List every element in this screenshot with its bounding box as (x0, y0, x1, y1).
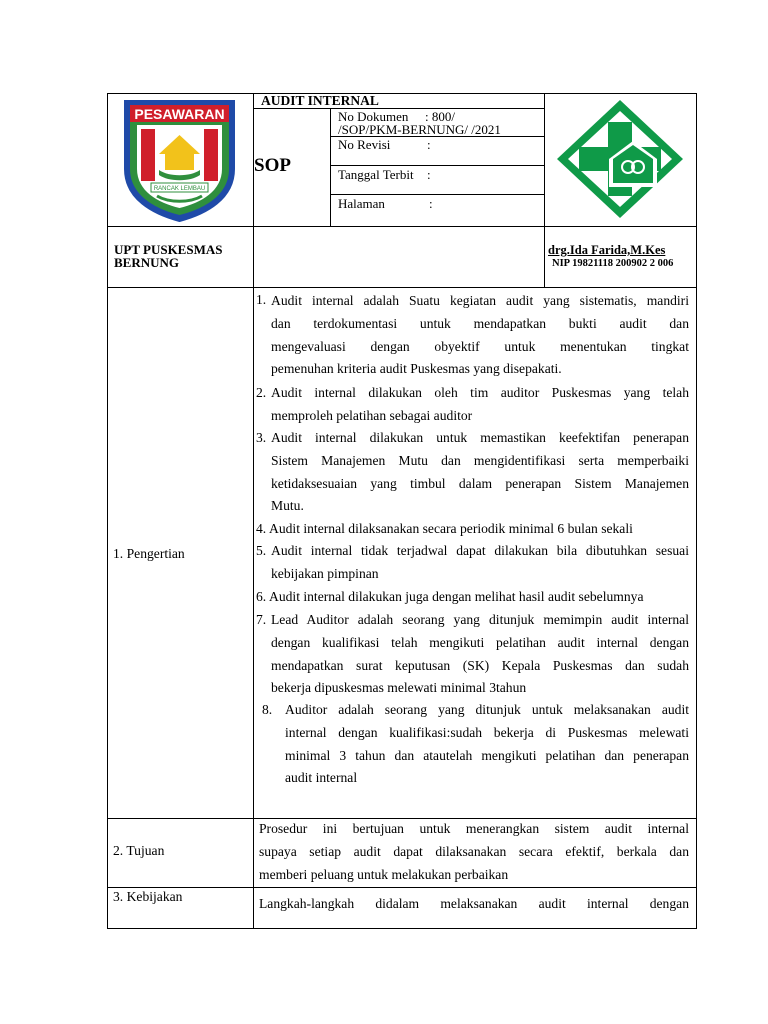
list-item-number: 6. (256, 589, 267, 604)
list-item-number: 5. (256, 543, 267, 558)
list-item-number: 1. (256, 292, 267, 307)
section-label-pengertian: 1. Pengertian (113, 546, 185, 561)
list-item: Audit internal adalah Suatu kegiatan audit yang sistematis, mandiri dan terdokumentasi untuk mendapatkan bukti audit dan mengevaluasi dengan obyektif untuk menentukan tingkat pemenuhan kriteria audit Puskesmas yang disepakati. (271, 293, 689, 377)
list-item: Auditor adalah seorang yang ditunjuk untuk melaksanakan audit internal dengan kualifikasi:sudah bekerja di Puskesmas melewati minimal 3 tahun dan atautelah mengikuti pelatihan dan penerapan audit internal (285, 702, 689, 786)
issue-date-value: : (427, 167, 431, 182)
list-item-number: 2. (256, 385, 267, 400)
tujuan-text: Prosedur ini bertujuan untuk menerangkan sistem audit internal supaya setiap audit dapat dilaksanakan secara efektif, berkala dan memberi peluang untuk melakukan perbaikan (259, 821, 689, 882)
list-item: Audit internal tidak terjadwal dapat dilakukan bila dibutuhkan sesuai kebijakan pimpinan (271, 543, 689, 581)
doc-no-value: : 800/ (425, 109, 455, 124)
svg-text:RANCAK LEMBAU: RANCAK LEMBAU (153, 186, 206, 192)
revision-value: : (427, 137, 431, 152)
pesawaran-logo (121, 99, 238, 223)
list-item: Audit internal dilakukan juga dengan melihat hasil audit sebelumnya (269, 589, 644, 604)
list-item-number: 8. (262, 702, 273, 717)
list-item: Audit internal dilaksanakan secara periodik minimal 6 bulan sekali (269, 521, 633, 536)
kebijakan-text: Langkah-langkah didalam melaksanakan audit internal dengan (259, 896, 689, 911)
puskesmas-logo (553, 97, 687, 221)
list-item-number: 3. (256, 430, 267, 445)
document-title: AUDIT INTERNAL (261, 93, 379, 108)
section-label-kebijakan: 3. Kebijakan (113, 889, 183, 904)
revision-label: No Revisi (338, 137, 391, 152)
signer-nip: NIP 19821118 200902 2 006 (552, 258, 674, 269)
list-item: Audit internal dilakukan untuk memastikan keefektifan penerapan Sistem Manajemen Mutu dan mengidentifikasi serta memperbaiki ketidaksesuaian yang timbul dalam penerapan Sistem Manajemen Mutu. (271, 430, 689, 514)
page-value: : (429, 196, 433, 211)
doc-no-label: No Dokumen (338, 109, 409, 124)
sop-label: SOP (254, 155, 291, 176)
doc-no-value-2: /SOP/PKM-BERNUNG/ /2021 (338, 122, 501, 137)
issue-date-label: Tanggal Terbit (338, 167, 414, 182)
page-label: Halaman (338, 196, 385, 211)
list-item-number: 4. (256, 521, 267, 536)
org-name-line2: BERNUNG (114, 255, 180, 270)
list-item: Lead Auditor adalah seorang yang ditunjuk memimpin audit internal dengan kualifikasi telah mengikuti pelatihan audit internal dengan mendapatkan surat keputusan (SK) Kepala Puskesmas dan sudah bekerja dipuskesmas melewati minimal 3tahun (271, 612, 689, 696)
section-label-tujuan: 2. Tujuan (113, 843, 165, 858)
signer-name: drg.Ida Farida,M.Kes (548, 243, 666, 257)
svg-text:PESAWARAN: PESAWARAN (134, 106, 225, 122)
list-item: Audit internal dilakukan oleh tim auditor Puskesmas yang telah memproleh pelatihan sebagai auditor (271, 385, 689, 423)
org-name-line1: UPT PUSKESMAS (114, 242, 223, 257)
list-item-number: 7. (256, 612, 267, 627)
